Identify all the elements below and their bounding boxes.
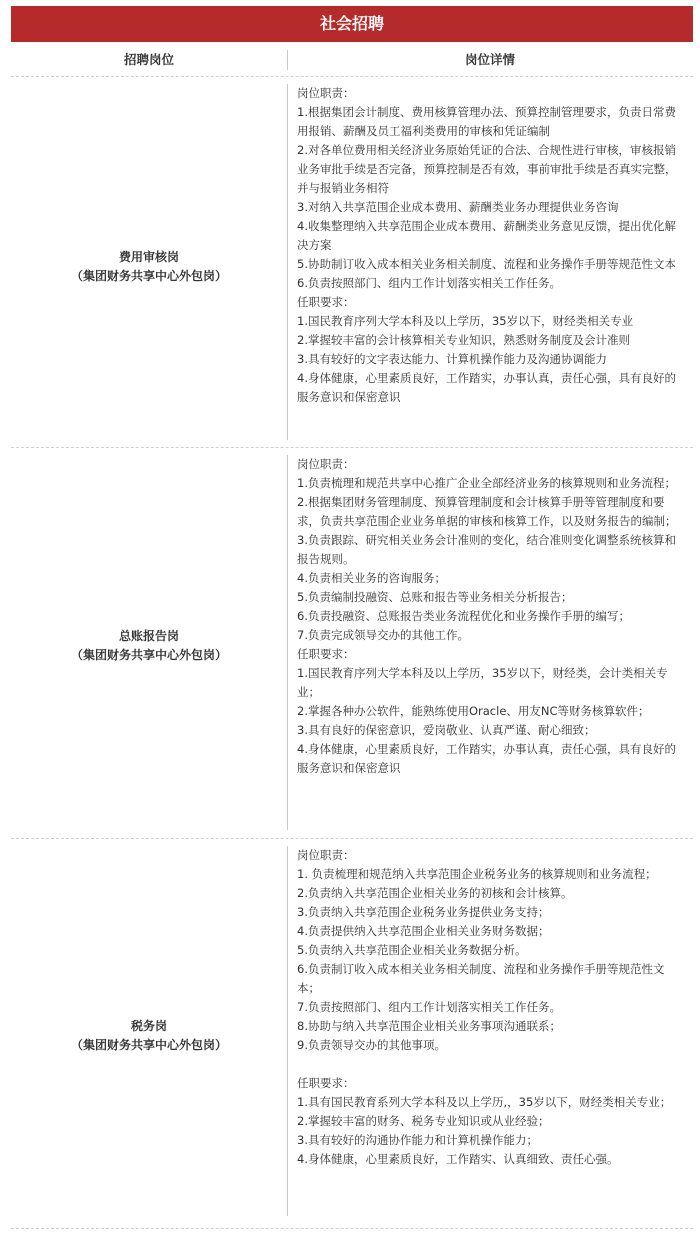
job-detail-list (297, 846, 685, 1169)
detail-line: 2.掌握各种办公软件，能熟练使用Oracle、用友NC等财务核算软件； (297, 704, 650, 718)
detail-line: 3.负责跟踪、研究相关业务会计准则的变化，结合准则变化调整系统核算和报告规则。 (297, 533, 676, 566)
detail-line: 岗位职责： (297, 457, 355, 471)
detail-line: 任职要求： (297, 647, 355, 661)
detail-line: 3.具有较好的沟通协作能力和计算机操作能力； (297, 1133, 538, 1147)
detail-line: 4.收集整理纳入共享范围企业成本费用、薪酬类业务意见反馈，提出优化解决方案 (297, 219, 676, 252)
detail-line: 1.具有国民教育系列大学本科及以上学历,，35岁以下，财经类相关专业； (297, 1095, 672, 1109)
detail-line: 9.负责领导交办的其他事项。 (297, 1038, 446, 1052)
detail-line: 1. 负责梳理和规范纳入共享范围企业税务业务的核算规则和业务流程； (297, 867, 657, 881)
detail-line: 6.负责制订收入成本相关业务相关制度、流程和业务操作手册等规范性文本； (297, 962, 665, 995)
detail-line: 岗位职责： (297, 86, 355, 100)
column-header-detail: 岗位详情 (464, 52, 515, 67)
detail-line: 4.身体健康，心里素质良好，工作踏实，办事认真，责任心强，具有良好的服务意识和保密意识 (297, 371, 676, 404)
job-subtitle: （集团财务共享中心外包岗） (70, 1038, 227, 1052)
detail-line: 6.负责投融资、总账报告类业务流程优化和业务操作手册的编写； (297, 609, 630, 623)
job-title-cell (11, 627, 287, 665)
detail-line: 岗位职责： (297, 848, 355, 862)
row-divider (11, 447, 693, 448)
detail-line: 2.掌握较丰富的财务、税务专业知识或从业经验； (297, 1114, 550, 1128)
job-detail-list (297, 84, 685, 407)
detail-line: 1.国民教育序列大学本科及以上学历，35岁以下，财经类，会计类相关专业； (297, 666, 668, 699)
detail-line: 3.具有良好的保密意识，爱岗敬业、认真严谨、耐心细致； (297, 723, 596, 737)
job-title: 税务岗 (130, 1019, 167, 1033)
job-subtitle: （集团财务共享中心外包岗） (70, 648, 227, 662)
detail-line: 1.负责梳理和规范共享中心推广企业全部经济业务的核算规则和业务流程； (297, 476, 676, 490)
detail-line: 6.负责按照部门、组内工作计划落实相关工作任务。 (297, 276, 561, 290)
column-divider (287, 846, 288, 1216)
detail-line: 1.根据集团会计制度、费用核算管理办法、预算控制管理要求，负责日常费用报销、薪酬及员工福利类费用的审核和凭证编制 (297, 105, 676, 138)
detail-line: 5.负责纳入共享范围企业相关业务数据分析。 (297, 943, 527, 957)
job-title: 总账报告岗 (118, 629, 179, 643)
detail-line: 7.负责完成领导交办的其他工作。 (297, 628, 469, 642)
detail-line: 2.根据集团财务管理制度、预算管理制度和会计核算手册等管理制度和要求，负责共享范围企业业务单据的审核和核算工作，以及财务报告的编制； (297, 495, 677, 528)
job-detail-list (297, 455, 685, 778)
detail-line: 任职要求： (297, 295, 355, 309)
detail-line: 3.具有较好的文字表达能力、计算机操作能力及沟通协调能力 (297, 352, 607, 366)
detail-line: 4.负责提供纳入共享范围企业相关业务财务数据； (297, 924, 550, 938)
detail-spacer (297, 1055, 685, 1074)
detail-line: 3.对纳入共享范围企业成本费用、薪酬类业务办理提供业务咨询 (297, 200, 619, 214)
detail-line: 8.协助与纳入共享范围企业相关业务事项沟通联系； (297, 1019, 561, 1033)
job-subtitle: （集团财务共享中心外包岗） (70, 269, 227, 283)
detail-line: 2.负责纳入共享范围企业相关业务的初核和会计核算。 (297, 886, 573, 900)
detail-line: 4.身体健康，心里素质良好，工作踏实、认真细致、责任心强。 (297, 1152, 619, 1166)
column-divider (287, 455, 288, 830)
detail-line: 1.国民教育序列大学本科及以上学历，35岁以下，财经类相关专业 (297, 314, 634, 328)
job-title: 费用审核岗 (118, 250, 179, 264)
detail-line: 任职要求： (297, 1076, 355, 1090)
table-header (11, 44, 693, 76)
detail-line: 7.负责按照部门、组内工作计划落实相关工作任务。 (297, 1000, 561, 1014)
header-divider (287, 50, 288, 70)
detail-line: 2.掌握较丰富的会计核算相关专业知识，熟悉财务制度及会计准则 (297, 333, 630, 347)
detail-line: 4.负责相关业务的咨询服务； (297, 571, 446, 585)
detail-line: 3.负责纳入共享范围企业税务业务提供业务支持； (297, 905, 550, 919)
column-divider (287, 84, 288, 440)
job-title-cell (11, 1017, 287, 1055)
detail-line: 5.协助制订收入成本相关业务相关制度、流程和业务操作手册等规范性文本 (297, 257, 676, 271)
detail-line: 5.负责编制投融资、总账和报告等业务相关分析报告； (297, 590, 573, 604)
job-title-cell (11, 248, 287, 286)
detail-line: 2.对各单位费用相关经济业务原始凭证的合法、合规性进行审核，审核报销业务审批手续是否完备，预算控制是否有效，事前审批手续是否真实完整，并与报销业务相符 (297, 143, 677, 195)
row-divider (11, 76, 693, 77)
row-divider (11, 1228, 693, 1229)
page-title: 社会招聘 (11, 6, 693, 42)
row-divider (11, 838, 693, 839)
detail-line: 4.身体健康，心里素质良好，工作踏实，办事认真，责任心强，具有良好的服务意识和保密意识 (297, 742, 676, 775)
column-header-position: 招聘岗位 (123, 52, 174, 67)
